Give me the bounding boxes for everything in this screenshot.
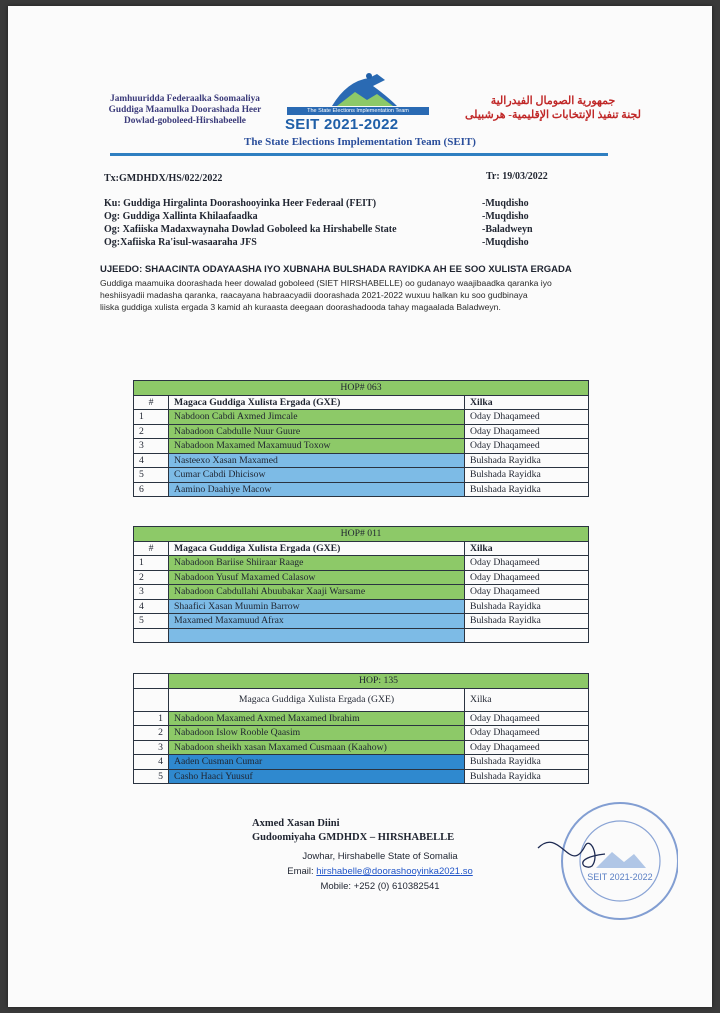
addressee-line: Og:Xafiiska Ra'isul-wasaaraha JFS [104, 237, 257, 248]
hop-063-table [133, 380, 589, 497]
signature-scribble [538, 842, 605, 867]
table-row [134, 726, 589, 741]
official-stamp-icon [530, 796, 678, 926]
row-number: 5 [134, 468, 169, 483]
row-number: 1 [134, 410, 169, 425]
member-name: Aaden Cusman Cumar [169, 755, 465, 770]
hop-label: HOP: 135 [169, 674, 589, 689]
row-number: 1 [134, 711, 169, 726]
letterhead-line: جمهورية الصومال الفيدرالية [490, 95, 616, 107]
member-name [169, 628, 465, 643]
column-header-name: Magaca Guddiga Xulista Ergada (GXE) [169, 395, 465, 410]
row-number: 5 [134, 769, 169, 784]
letterhead-line: Jamhuuridda Federaalka Soomaaliya [110, 94, 260, 104]
addressee-place: -Muqdisho [482, 211, 529, 222]
member-name: Cumar Cabdi Dhicisow [169, 468, 465, 483]
hop-label: HOP# 011 [134, 527, 589, 542]
member-role: Bulshada Rayidka [465, 482, 589, 497]
member-role: Oday Dhaqameed [465, 410, 589, 425]
addressee-line: Og: Xafiiska Madaxwaynaha Dowlad Goboleed ka Hirshabelle State [104, 224, 397, 235]
member-role: Oday Dhaqameed [465, 711, 589, 726]
table-row [134, 439, 589, 454]
member-name: Nabadoon Maxamed Maxamuud Toxow [169, 439, 465, 454]
row-number: 3 [134, 439, 169, 454]
member-name: Nabadoon Yusuf Maxamed Calasow [169, 570, 465, 585]
table-row [134, 453, 589, 468]
column-header-number [134, 688, 169, 711]
mobile-text: Mobile: +252 (0) 610382541 [320, 881, 440, 892]
addressee-places [482, 197, 533, 249]
row-number: 2 [134, 726, 169, 741]
letterhead-line: Guddiga Maamulka Doorashada Heer [108, 105, 262, 115]
row-number: 4 [134, 599, 169, 614]
member-role [465, 628, 589, 643]
signatory [252, 817, 454, 845]
contact-block [250, 849, 510, 894]
table-row [134, 614, 589, 629]
table-row [134, 755, 589, 770]
member-name: Shaafici Xasan Muumin Barrow [169, 599, 465, 614]
hop-label: HOP# 063 [134, 381, 589, 396]
table-row [134, 585, 589, 600]
row-number: 1 [134, 556, 169, 571]
body-line: liiska guddiga xulista ergada 3 kamid ah kuraasta deegaan doorashadooda tahay magaalada Baladweyn. [100, 302, 501, 312]
letterhead-line: لجنة تنفيذ الإنتخابات الإقليمية- هرشبيلى [465, 109, 641, 121]
addressee-place: -Muqdisho [482, 237, 529, 248]
table-row [134, 628, 589, 643]
hop-011-table [133, 526, 589, 643]
letter-date: Tr: 19/03/2022 [486, 171, 548, 182]
column-header-role: Xilka [465, 541, 589, 556]
addressee-line: Og: Guddiga Xallinta Khilaafaadka [104, 211, 258, 222]
body-line: heshiisyadii madasha qaranka, raacayana habraacyadii doorashada 2021-2022 wuxuu halkan ku soo gudbinaya [100, 290, 528, 300]
table-row [134, 556, 589, 571]
hop-135-table [133, 673, 589, 784]
table-row [134, 410, 589, 425]
member-role: Oday Dhaqameed [465, 740, 589, 755]
member-name: Nabadoon Bariise Shiiraar Raage [169, 556, 465, 571]
table-row [134, 424, 589, 439]
member-name: Nasteexo Xasan Maxamed [169, 453, 465, 468]
table-row [134, 769, 589, 784]
row-number: 5 [134, 614, 169, 629]
row-number [134, 628, 169, 643]
column-header-role: Xilka [465, 395, 589, 410]
member-role: Oday Dhaqameed [465, 439, 589, 454]
member-role: Bulshada Rayidka [465, 468, 589, 483]
row-number: 3 [134, 585, 169, 600]
row-number: 4 [134, 453, 169, 468]
member-name: Nabdoon Cabdi Axmed Jimcale [169, 410, 465, 425]
member-role: Oday Dhaqameed [465, 556, 589, 571]
table-row [134, 482, 589, 497]
letterhead-somali [80, 94, 290, 127]
table-row [134, 570, 589, 585]
table-row [134, 599, 589, 614]
row-number: 3 [134, 740, 169, 755]
column-header-number: # [134, 541, 169, 556]
member-role: Oday Dhaqameed [465, 424, 589, 439]
row-number: 6 [134, 482, 169, 497]
email-label: Email: [287, 866, 317, 877]
member-name: Nabadoon Cabdullahi Abuubakar Xaaji Warsame [169, 585, 465, 600]
row-number: 4 [134, 755, 169, 770]
member-name: Nabadoon Maxamed Axmed Maxamed Ibrahim [169, 711, 465, 726]
addressee-line: Ku: Guddiga Hirgalinta Doorashooyinka Heer Federaal (FEIT) [104, 198, 377, 209]
row-number: 2 [134, 424, 169, 439]
column-header-number: # [134, 395, 169, 410]
member-name: Nabadoon Islow Rooble Qaasim [169, 726, 465, 741]
email-link[interactable]: hirshabelle@doorashooyinka2021.so [316, 866, 473, 877]
member-role: Bulshada Rayidka [465, 769, 589, 784]
member-role: Bulshada Rayidka [465, 614, 589, 629]
member-role: Oday Dhaqameed [465, 585, 589, 600]
letterhead-arabic [446, 94, 660, 122]
stamp-center-text: SEIT 2021-2022 [587, 872, 653, 882]
logo-title: SEIT 2021-2022 [285, 116, 399, 133]
member-role: Oday Dhaqameed [465, 726, 589, 741]
member-name: Nabadoon Cabdulle Nuur Guure [169, 424, 465, 439]
table-row [134, 468, 589, 483]
table-row [134, 740, 589, 755]
table-row [134, 711, 589, 726]
signatory-name: Axmed Xasan Diini [252, 818, 340, 829]
member-name: Casho Haaci Yuusuf [169, 769, 465, 784]
member-role: Oday Dhaqameed [465, 570, 589, 585]
member-role: Bulshada Rayidka [465, 755, 589, 770]
addressee-list [104, 197, 397, 249]
row-number: 2 [134, 570, 169, 585]
column-header-role: Xilka [465, 688, 589, 711]
email-line [250, 864, 510, 879]
addressee-place: -Baladweyn [482, 224, 533, 235]
logo-band: The State Elections Implementation Team [287, 107, 429, 115]
body-paragraph [100, 277, 640, 313]
member-name: Aamino Daahiye Macow [169, 482, 465, 497]
subject-line: UJEEDO: SHAACINTA ODAYAASHA IYO XUBNAHA BULSHADA RAYIDKA AH EE SOO XULISTA ERGADA [100, 264, 572, 275]
team-title: The State Elections Implementation Team (SEIT) [244, 136, 476, 148]
addressee-place: -Muqdisho [482, 198, 529, 209]
header-divider [110, 153, 608, 156]
letterhead-line: Dowlad-goboleed-Hirshabeelle [124, 116, 246, 126]
member-name: Maxamed Maxamuud Afrax [169, 614, 465, 629]
location-text: Jowhar, Hirshabelle State of Somalia [302, 851, 458, 862]
member-role: Bulshada Rayidka [465, 453, 589, 468]
member-role: Bulshada Rayidka [465, 599, 589, 614]
column-header-name: Magaca Guddiga Xulista Ergada (GXE) [169, 688, 465, 711]
column-header-name: Magaca Guddiga Xulista Ergada (GXE) [169, 541, 465, 556]
body-line: Guddiga maamuika doorashada heer dowalad goboleed (SIET HIRSHABELLE) oo gudanayo waajibaadka qaranka iyo [100, 278, 552, 288]
member-name: Nabadoon sheikh xasan Maxamed Cusmaan (Kaahow) [169, 740, 465, 755]
reference-number: Tx:GMDHDX/HS/022/2022 [104, 173, 223, 184]
signatory-title: Gudoomiyaha GMDHDX – HIRSHABELLE [252, 832, 455, 843]
